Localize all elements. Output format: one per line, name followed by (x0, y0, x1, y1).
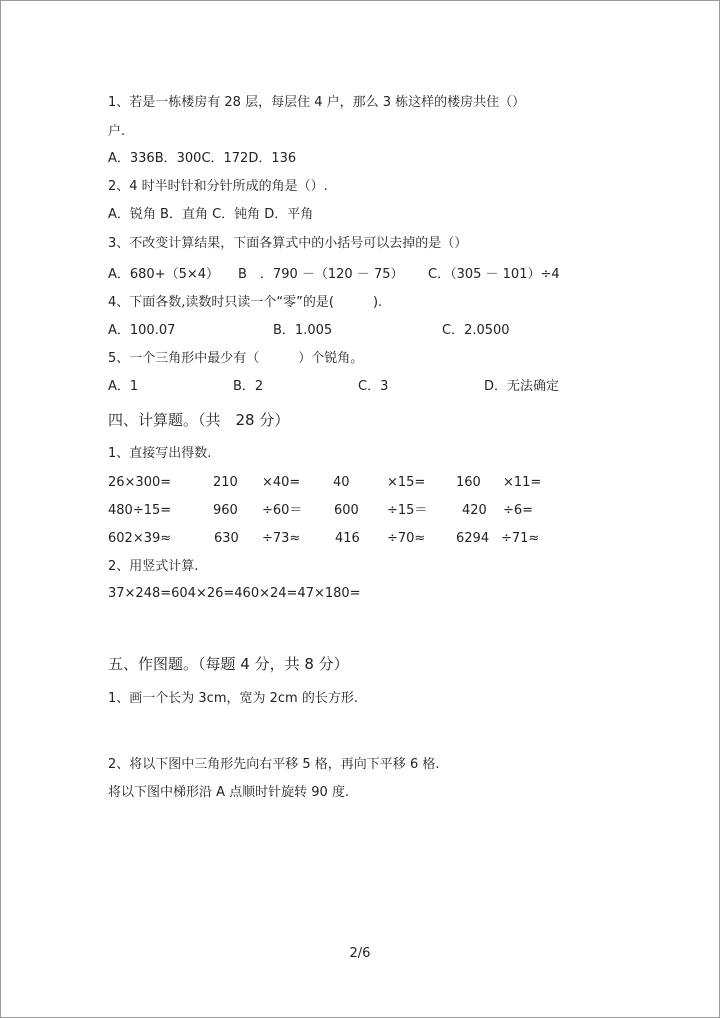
question-3-option-c: C．（305 － 101）÷4 (428, 267, 560, 282)
calc-cell: 26×300= (108, 475, 172, 490)
question-3-option-a: A．680+（5×4） (108, 267, 220, 282)
question-4: 4、下面各数,读数时只读一个“零”的是( ). (108, 295, 383, 310)
question-5: 5、一个三角形中最少有（ ）个锐角。 (108, 351, 364, 366)
section-draw-title: 五、作图题。（每题 4 分，共 8 分） (108, 655, 349, 673)
calc-sub-2: 2、用竖式计算. (108, 559, 199, 574)
question-3-option-b: B ．790 －（120 － 75） (238, 267, 404, 282)
question-1-line-1: 1、若是一栋楼房有 28 层，每层住 4 户，那么 3 栋这样的楼房共住（） (108, 95, 526, 110)
calc-cell: 960 (213, 503, 238, 518)
question-5-option-d: D．无法确定 (484, 379, 560, 394)
calc-cell: ×40= (262, 475, 301, 490)
question-5-option-b: B．2 (233, 379, 264, 394)
calc-cell: ÷73≈ (262, 531, 301, 546)
calc-cell: ×15= (387, 475, 426, 490)
calc-cell: 210 (213, 475, 238, 490)
calc-cell: 6294 (456, 531, 490, 546)
calc-cell: ÷6= (503, 503, 534, 518)
page-number: 2/6 (349, 946, 371, 961)
calc-cell: 480÷15= (108, 503, 172, 518)
question-4-option-a: A．100.07 (108, 323, 176, 338)
draw-question-2: 2、将以下图中三角形先向右平移 5 格，再向下平移 6 格. (108, 757, 440, 772)
question-4-option-b: B．1.005 (273, 323, 333, 338)
question-4-option-c: C．2.0500 (442, 323, 510, 338)
question-1-line-2: 户. (108, 124, 126, 139)
calc-cell: 416 (335, 531, 360, 546)
calc-cell: 630 (214, 531, 239, 546)
question-5-option-c: C．3 (358, 379, 389, 394)
question-3: 3、不改变计算结果，下面各算式中的小括号可以去掉的是（） (108, 236, 468, 251)
calc-sub-1: 1、直接写出得数. (108, 446, 212, 461)
calc-cell: ÷60＝ (262, 503, 303, 518)
draw-question-3: 将以下图中梯形沿 A 点顺时针旋转 90 度. (108, 785, 350, 800)
calc-cell: ÷15＝ (387, 503, 428, 518)
question-2-options: A．锐角 B．直角 C．钝角 D．平角 (108, 207, 314, 222)
calc-cell: 600 (334, 503, 359, 518)
vertical-calc-expressions: 37×248=604×26=460×24=47×180= (108, 586, 361, 601)
question-5-option-a: A．1 (108, 379, 139, 394)
calc-cell: 420 (462, 503, 487, 518)
draw-question-1: 1、画一个长为 3cm，宽为 2cm 的长方形. (108, 691, 358, 706)
calc-cell: 40 (333, 475, 350, 490)
question-1-options: A．336B．300C．172D．136 (108, 151, 297, 166)
calc-cell: 602×39≈ (108, 531, 172, 546)
question-2: 2、4 时半时针和分针所成的角是（）. (108, 179, 328, 194)
calc-cell: ÷71≈ (501, 531, 540, 546)
calc-cell: ÷70≈ (387, 531, 426, 546)
calc-cell: 160 (456, 475, 481, 490)
calc-cell: ×11= (503, 475, 542, 490)
section-calc-title: 四、计算题。（共 28 分） (108, 411, 290, 429)
